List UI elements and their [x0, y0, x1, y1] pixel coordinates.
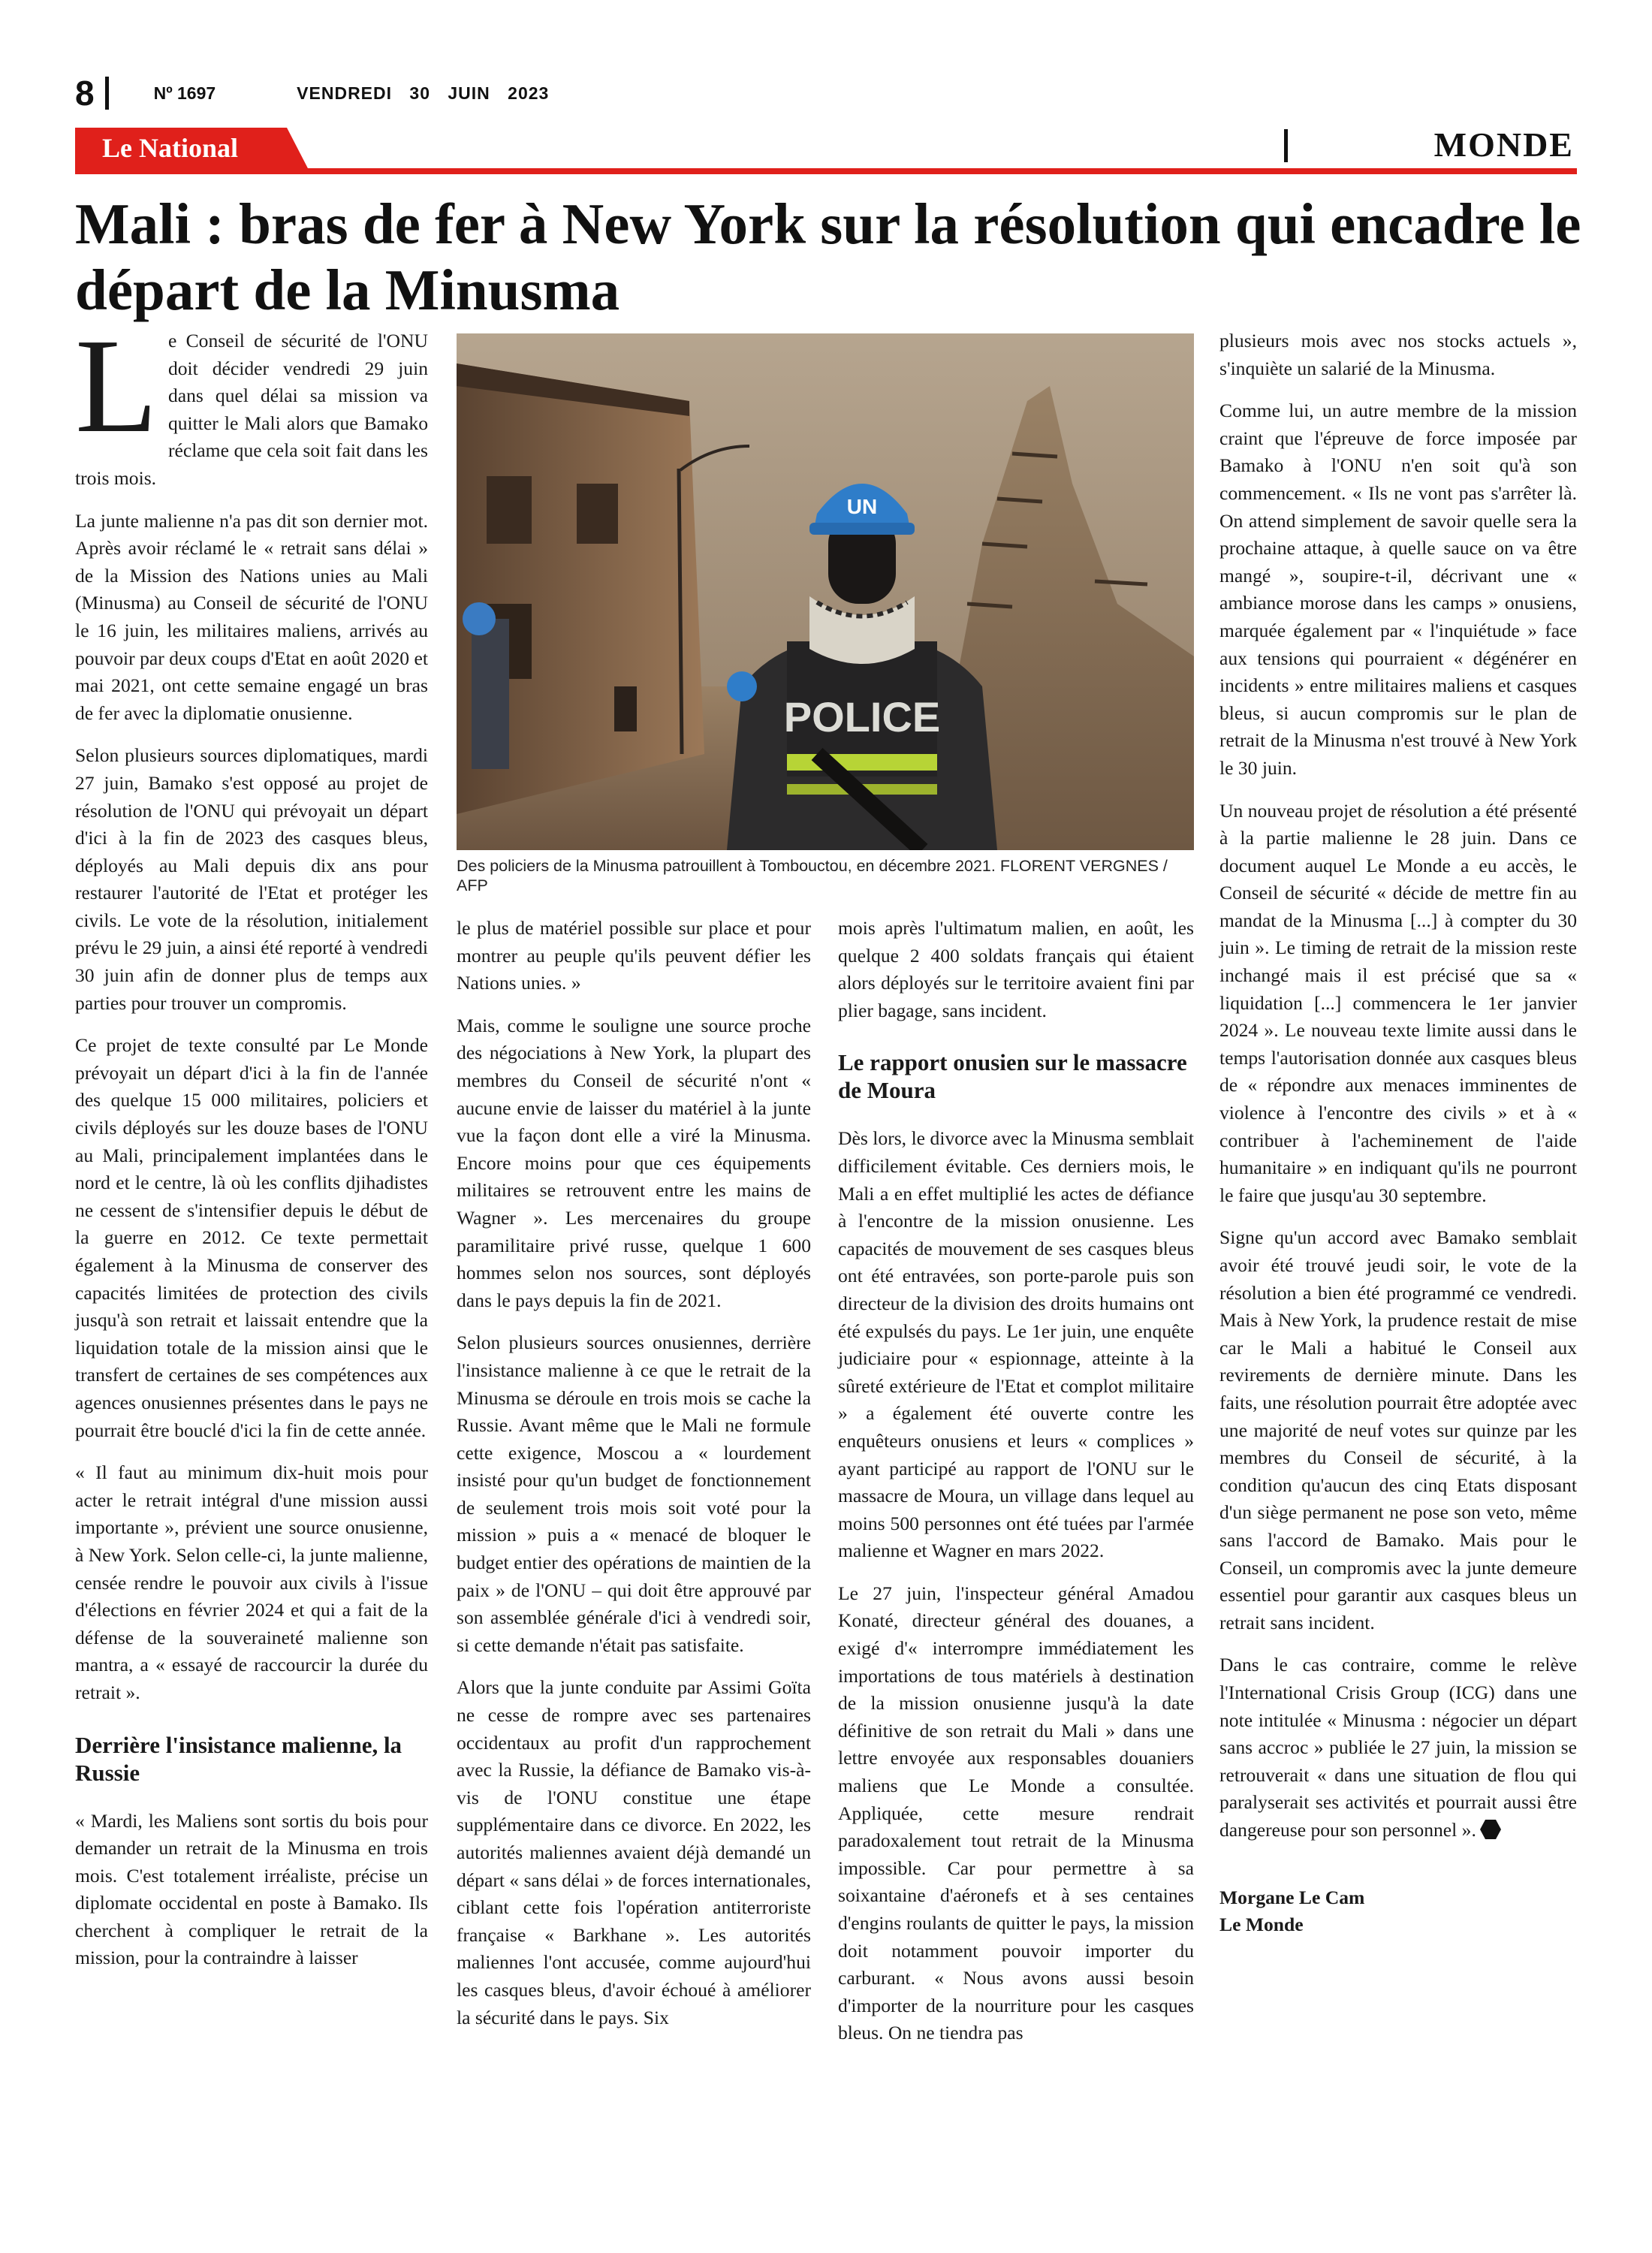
article-column-1	[75, 311, 428, 1987]
paragraph: plusieurs mois avec nos stocks actuels », s'inquiète un salarié de la Minusma.	[1219, 330, 1577, 379]
paragraph: Mais, comme le souligne une source proche des négociations à New York, la plupart des membres du Conseil de sécurité n'ont « aucune envie de laisser du matériel à la junte vue la façon dont elle a viré la Minusma. Encore moins pour que ces équipements militaires se retrouvent entre les mains de Wagner ». Les mercenaires du groupe paramilitaire privé russe, quelque 1 600 hommes selon nos sources, sont déployés dans le pays depuis la fin de 2021.	[457, 1014, 811, 1311]
paragraph: Alors que la junte conduite par Assimi Goïta ne cesse de rompre avec ses partenaires occidentaux au profit d'un rapprochement avec la Russie, la défiance de Bamako vis-à-vis de l'ONU constitue une étape supplémentaire dans ce divorce. En 2022, les autorités maliennes avaient déjà demandé un départ « sans délai » de forces internationales, ciblant cette fois l'opération antiterroriste française « Barkhane ». Les autorités maliennes l'ont accusée, comme aujourd'hui les casques bleus, d'avoir échoué à améliorer la sécurité dans le pays. Six	[457, 1676, 811, 2028]
section-separator	[1284, 129, 1288, 162]
paragraph: « Mardi, les Maliens sont sortis du bois pour demander un retrait de la Minusma en trois mois. C'est totalement irréaliste, précise un diplomate occidental en poste à Bamako. Ils cherchent à compliquer le retrait de la mission, pour la contraindre à laisser	[75, 1809, 428, 1969]
issue-number: Nº 1697	[153, 83, 216, 103]
page-number-separator	[105, 77, 109, 110]
subheading-moura: Le rapport onusien sur le massacre de Moura	[838, 1049, 1187, 1104]
paragraph: Signe qu'un accord avec Bamako semblait avoir été trouvé jeudi soir, le vote de la résolution a bien été programmé ce vendredi. Mais à New York, la prudence restait de mise car le Mali a habitué le Conseil aux revirements de dernière minute. Dans les faits, une résolution pourrait être adoptée avec une majorité de neuf votes sur quinze par les membres du Conseil de sécurité, à la condition qu'aucun des cinq Etats disposant d'un siège permanent ne pose son veto, même sans l'accord de Bamako. Mais pour le Conseil, un compromis avec la junte demeure essentiel pour garantir aux casques bleus un retrait sans incident.	[1219, 1226, 1577, 1633]
article-photo	[457, 333, 1194, 850]
paragraph: mois après l'ultimatum malien, en août, les quelque 2 400 soldats français qui étaient alors déployés sur le territoire avaient fini par plier bagage, sans incident.	[838, 917, 1194, 1021]
article-column-3	[838, 915, 1194, 2062]
page-header	[75, 72, 549, 114]
paragraph: Comme lui, un autre membre de la mission craint que l'épreuve de force imposée par Bamako à l'ONU n'en soit qu'à son commencement. « Ils ne vont pas s'arrêter là. On attend simplement de savoir quelle sera la prochaine attaque, à quelle sauce on va être mangé », soupire-t-il, décrivant une « ambiance morose dans les camps » onusiens, marquée également par « l'inquiétude » face aux tensions qui pourraient « dégénérer en incidents » entre militaires maliens et casques bleus, si aucun compromis sur le plan de retrait de la Minusma n'est trouvé à New York le 30 juin.	[1219, 400, 1577, 779]
lead-paragraph	[75, 311, 428, 493]
paragraph: « Il faut au minimum dix-huit mois pour acter le retrait intégral d'une mission aussi importante », prévient une source onusienne, à New York. Selon celle-ci, la junte malienne, censée rendre le pouvoir aux civils à l'issue d'élections en février 2024 et qui a fait de la défense de la souveraineté malienne son mantra, a « essayé de raccourcir la durée du retrait ».	[75, 1461, 428, 1703]
brand-banner	[75, 128, 309, 171]
paragraph: Un nouveau projet de résolution a été présenté à la partie malienne le 28 juin. Dans ce document auquel Le Monde a eu accès, le Conseil de sécurité « décide de mettre fin au mandat de la Minusma [...] à compter du 30 juin ». Le timing de retrait de la mission reste inchangé mais il est précisé que sa « liquidation [...] commencera le 1er janvier 2024 ». Le nouveau texte limite aussi dans le temps l'autorisation donnée aux casques bleus de « répondre aux menaces imminentes de violence à l'encontre des civils » et à « contribuer à l'acheminement de l'aide humanitaire » en indiquant qu'ils ne pourront le faire que jusqu'au 30 septembre.	[1219, 799, 1577, 1206]
vest-label: POLICE	[783, 693, 941, 740]
drop-cap: L	[75, 311, 158, 460]
article-column-4	[1219, 327, 1577, 1938]
article-column-2	[457, 915, 811, 2046]
peacekeeper-photo-illustration	[457, 333, 1194, 850]
paragraph: Selon plusieurs sources onusiennes, derrière l'insistance malienne à ce que le retrait de la Minusma se déroule en trois mois se cache la Russie. Avant même que le Mali ne formule cette exigence, Moscou a « lourdement insisté pour qu'un budget de fonctionnement de seulement trois mois soit voté pour la mission » puis a « menacé de bloquer le budget entier des opérations de maintien de la paix » de l'ONU – qui doit être approuvé par son assemblée générale d'ici à vendredi soir, si cette demande n'était pas satisfaite.	[457, 1332, 811, 1656]
closing-paragraph	[1219, 1651, 1577, 1848]
lead-text: e Conseil de sécurité de l'ONU doit décider vendredi 29 juin dans quel délai sa mission va quitter le Mali alors que Bamako réclame que cela soit fait dans les trois mois.	[75, 330, 428, 489]
brand-name: Le National	[102, 133, 239, 163]
section-name: MONDE	[1433, 125, 1574, 164]
subheading-russia: Derrière l'insistance malienne, la Russie	[75, 1731, 402, 1786]
header-rule	[75, 168, 1577, 174]
article-headline: Mali : bras de fer à New York sur la résolution qui encadre le départ de la Minusma	[75, 192, 1581, 322]
page-number: 8	[75, 74, 95, 113]
hexagon-end-mark-icon	[1479, 1818, 1502, 1849]
issue-date: VENDREDI 30 JUIN 2023	[297, 83, 550, 103]
article-source: Le Monde	[1219, 1914, 1304, 1936]
paragraph: La junte malienne n'a pas dit son dernier mot. Après avoir réclamé le « retrait sans délai » de la Mission des Nations unies au Mali (Minusma) au Conseil de sécurité de l'ONU le 16 juin, les militaires maliens, arrivés au pouvoir par deux coups d'Etat en août 2020 et mai 2021, ont cette semaine engagé un bras de fer avec la diplomatie onusienne.	[75, 509, 428, 724]
paragraph: le plus de matériel possible sur place et pour montrer au peuple qu'ils peuvent défier les Nations unies. »	[457, 917, 811, 994]
paragraph: Selon plusieurs sources diplomatiques, mardi 27 juin, Bamako s'est opposé au projet de résolution de l'ONU qui prévoyait un départ d'ici à la fin de 2023 des casques bleus, déployés au Mali depuis dix ans pour restaurer l'autorité de l'Etat et protéger les civils. Le vote de la résolution, initialement prévu le 29 juin, a ainsi été reporté à vendredi 30 juin afin de donner plus de temps aux parties pour trouver un compromis.	[75, 744, 428, 1014]
photo-caption: Des policiers de la Minusma patrouillent à Tombouctou, en décembre 2021. FLORENT VERGNES / AFP	[457, 857, 1168, 894]
author-name: Morgane Le Cam	[1219, 1887, 1365, 1909]
paragraph: Dès lors, le divorce avec la Minusma semblait difficilement évitable. Ces derniers mois, le Mali a en effet multiplié les actes de défiance à l'encontre de la mission onusienne. Les capacités de mouvement de ses casques bleus ont été entravées, son porte-parole puis son directeur de la division des droits humains ont été expulsés du pays. Le 1er juin, une enquête judiciaire pour « espionnage, atteinte à la sûreté extérieure de l'Etat et complot militaire » a également été ouverte contre les enquêteurs onusiens et leurs « complices » ayant participé au rapport de l'ONU sur le massacre de Moura, un village dans lequel au moins 500 personnes ont été tuées par l'armée malienne et Wagner en mars 2022.	[838, 1127, 1194, 1562]
closing-text: Dans le cas contraire, comme le relève l'International Crisis Group (ICG) dans une note intitulée « Minusma : négocier un départ sans accroc » publiée le 27 juin, la mission se retrouverait « dans une situation de flou qui paralyserait ses activités et pourrait aussi être dangereuse pour son personnel ».	[1219, 1654, 1577, 1841]
helmet-label: UN	[846, 495, 878, 518]
paragraph: Ce projet de texte consulté par Le Monde prévoyait un départ d'ici à la fin de l'année des quelque 15 000 militaires, policiers et civils déployés sur les douze bases de l'ONU au Mali, principalement implantées dans le nord et le centre, là où les conflits djihadistes ne cessent de s'intensifier depuis le début de la guerre en 2012. Ce texte permettait également à la Minusma de conserver des capacités limitées de protection des civils jusqu'à son retrait et laissait entendre que la liquidation totale de la mission ainsi que le transfert de certaines de ses compétences aux agences onusiennes présentes dans le pays ne pourrait être bouclé d'ici la fin de cette année.	[75, 1034, 428, 1441]
paragraph: Le 27 juin, l'inspecteur général Amadou Konaté, directeur général des douanes, a exigé d'« interrompre immédiatement les importations de tous matériels à destination de la mission onusienne jusqu'à la date définitive de son retrait du Mali » dans une lettre envoyée aux responsables douaniers maliens que Le Monde a consultée. Appliquée, cette mesure rendrait paradoxalement tout retrait de la Minusma impossible. Car pour permettre à sa soixantaine d'aéronefs et à ses centaines d'engins roulants de quitter le pays, la mission doit notamment pouvoir importer du carburant. « Nous avons aussi besoin d'importer de la nourriture pour les casques bleus. On ne tiendra pas	[838, 1582, 1194, 2044]
